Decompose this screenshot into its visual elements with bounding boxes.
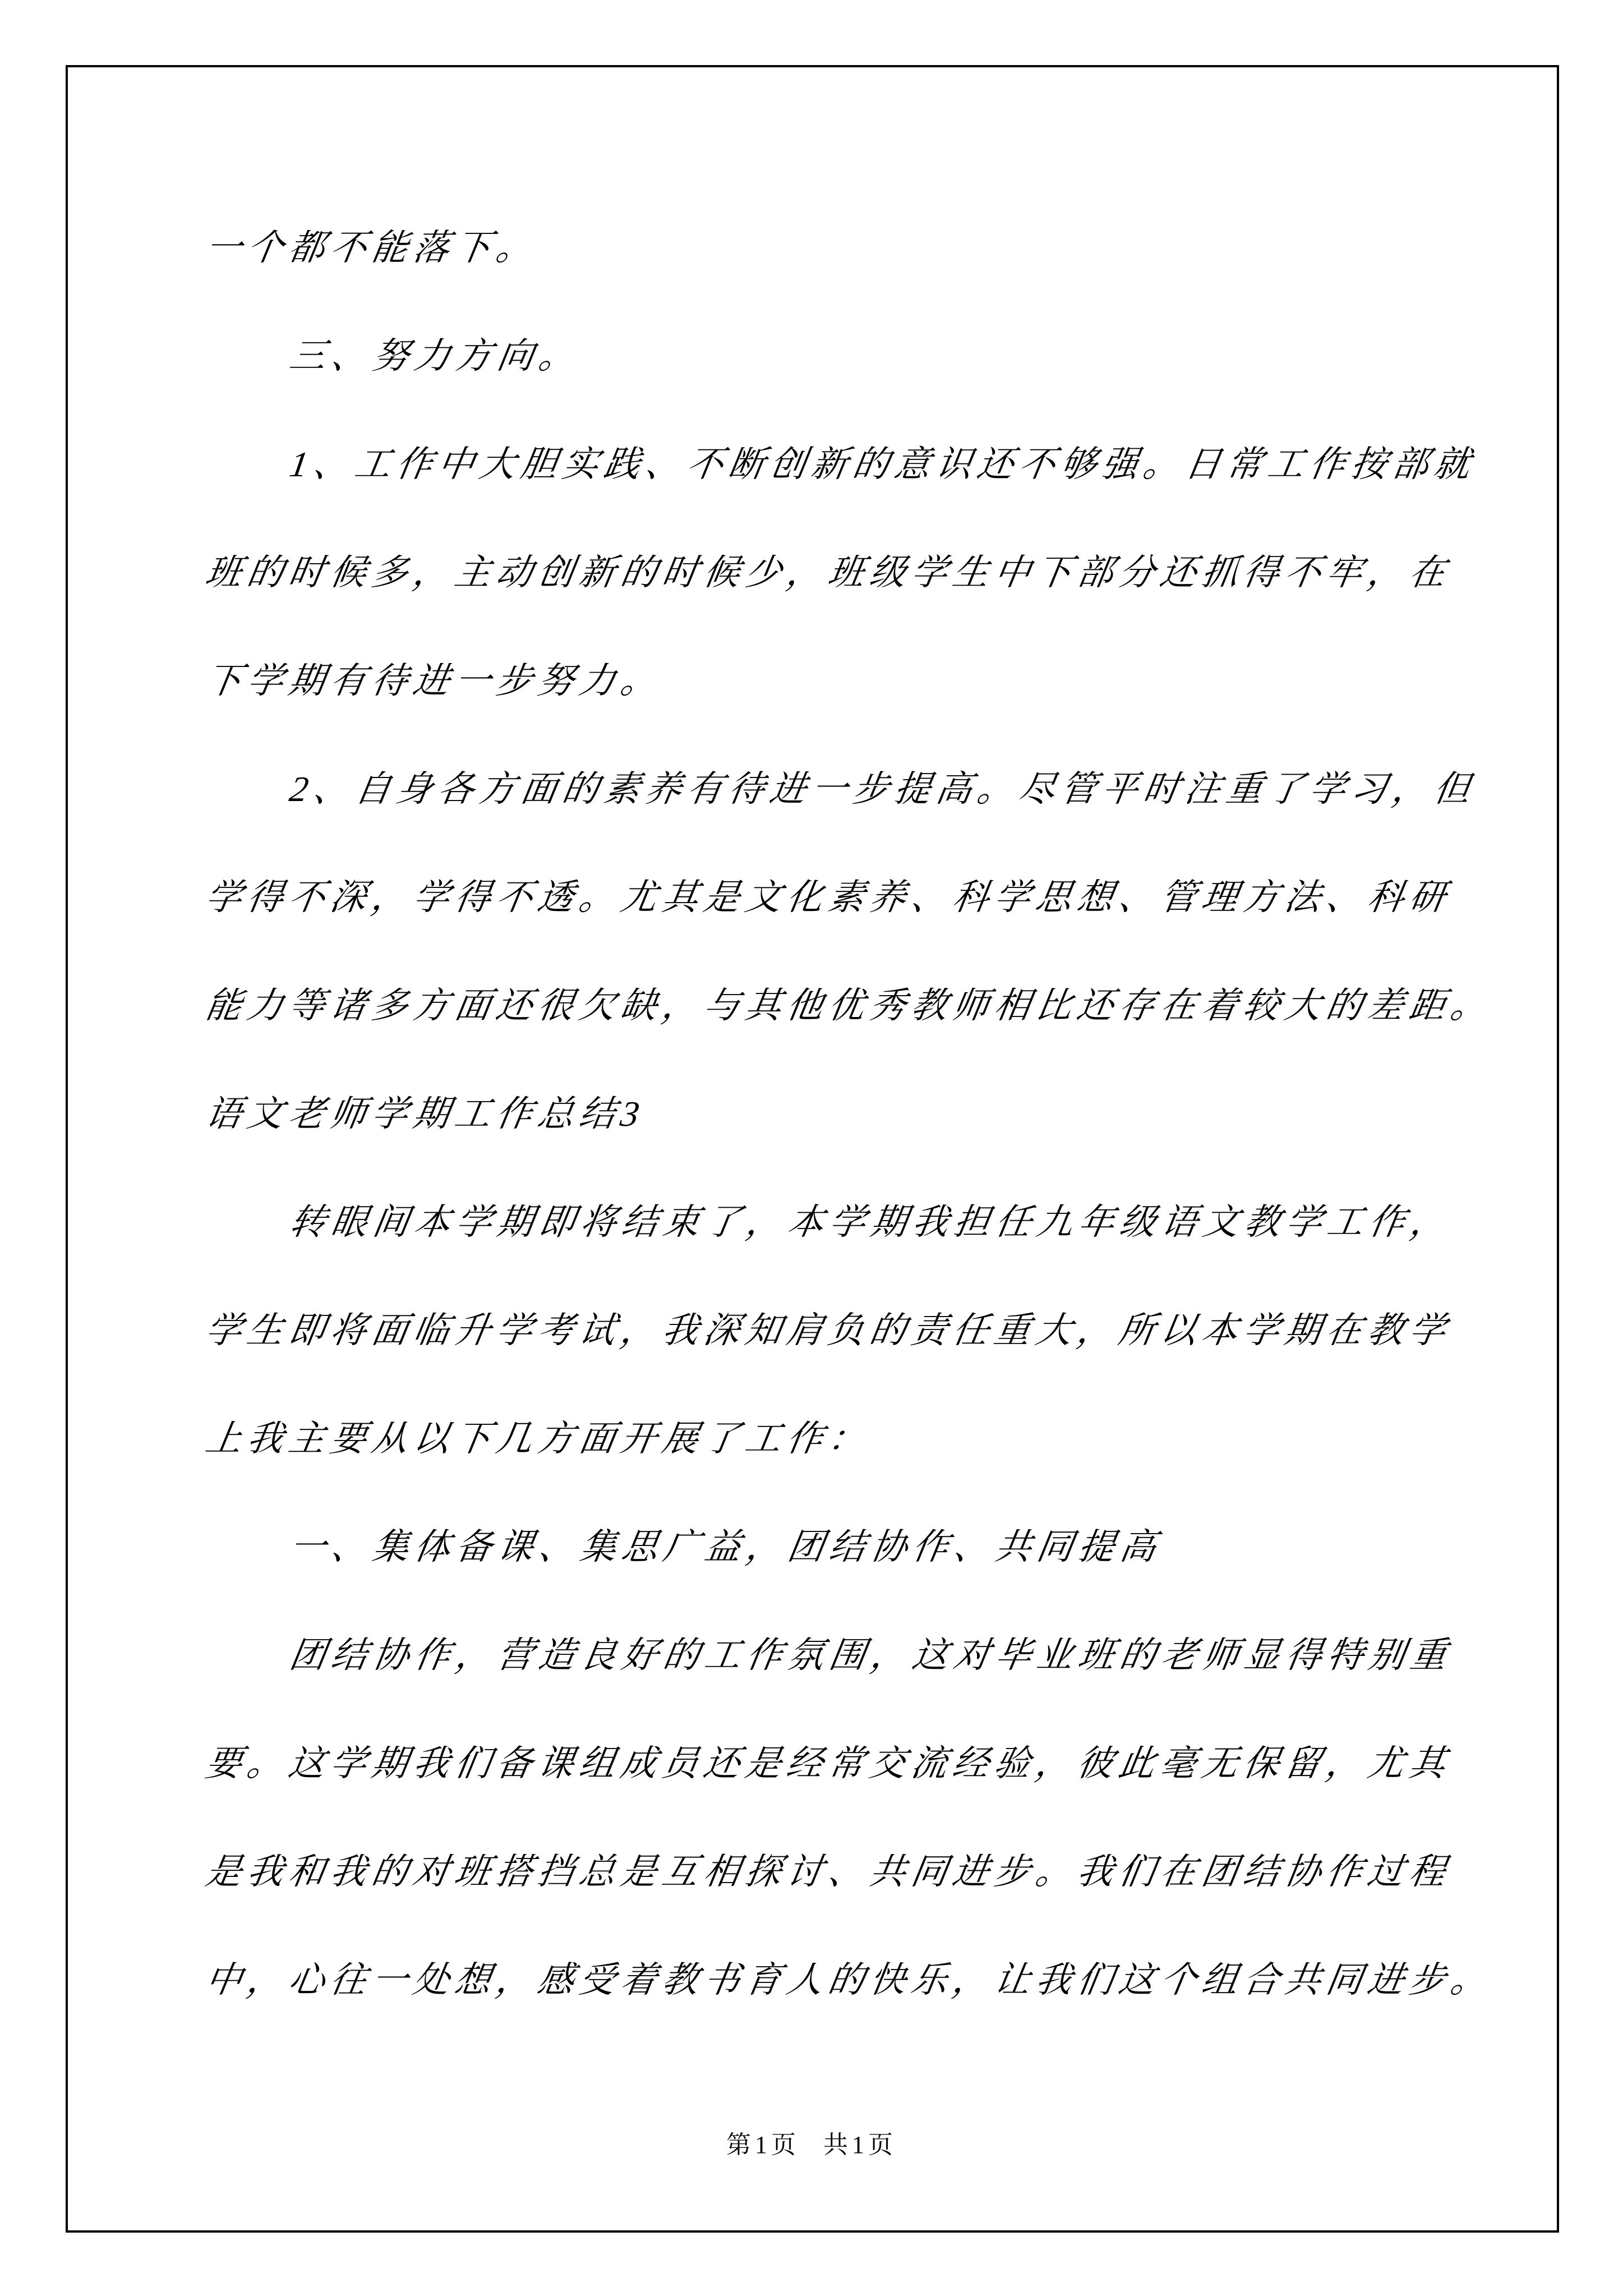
text-line: 语文老师学期工作总结3 <box>202 1094 648 1134</box>
text-line: 1、工作中大胆实践、不断创新的意识还不够强。日常工作按部就 <box>287 444 1479 484</box>
footer-page-number: 第1页 <box>726 2131 800 2159</box>
text-line: 一、集体备课、集思广益，团结协作、共同提高 <box>287 1527 1165 1567</box>
text-line: 班的时候多，主动创新的时候少，班级学生中下部分还抓得不牢，在 <box>202 553 1454 592</box>
text-line: 团结协作，营造良好的工作氛围，这对毕业班的老师显得特别重 <box>287 1635 1455 1675</box>
text-line: 三、努力方向。 <box>287 336 584 376</box>
text-line: 上我主要从以下几方面开展了工作： <box>202 1419 873 1458</box>
footer-total-pages: 共1页 <box>823 2131 897 2159</box>
text-line: 中，心往一处想，感受着教书育人的快乐，让我们这个组合共同进步。 <box>202 1960 1496 2000</box>
page-footer <box>0 2124 1623 2160</box>
document-body <box>197 194 1496 2034</box>
text-line: 能力等诸多方面还很欠缺，与其他优秀教师相比还存在着较大的差距。 <box>202 986 1496 1025</box>
text-line: 学生即将面临升学考试，我深知肩负的责任重大，所以本学期在教学 <box>202 1310 1454 1350</box>
text-line: 转眼间本学期即将结束了，本学期我担任九年级语文教学工作， <box>287 1202 1455 1242</box>
text-line: 是我和我的对班搭挡总是互相探讨、共同进步。我们在团结协作过程 <box>202 1852 1454 1892</box>
text-line: 一个都不能落下。 <box>202 228 541 268</box>
text-line: 学得不深，学得不透。尤其是文化素养、科学思想、管理方法、科研 <box>202 877 1454 917</box>
text-line: 下学期有待进一步努力。 <box>202 661 666 701</box>
text-line: 要。这学期我们备课组成员还是经常交流经验，彼此毫无保留，尤其 <box>202 1743 1454 1783</box>
text-line: 2、自身各方面的素养有待进一步提高。尽管平时注重了学习，但 <box>287 769 1479 809</box>
